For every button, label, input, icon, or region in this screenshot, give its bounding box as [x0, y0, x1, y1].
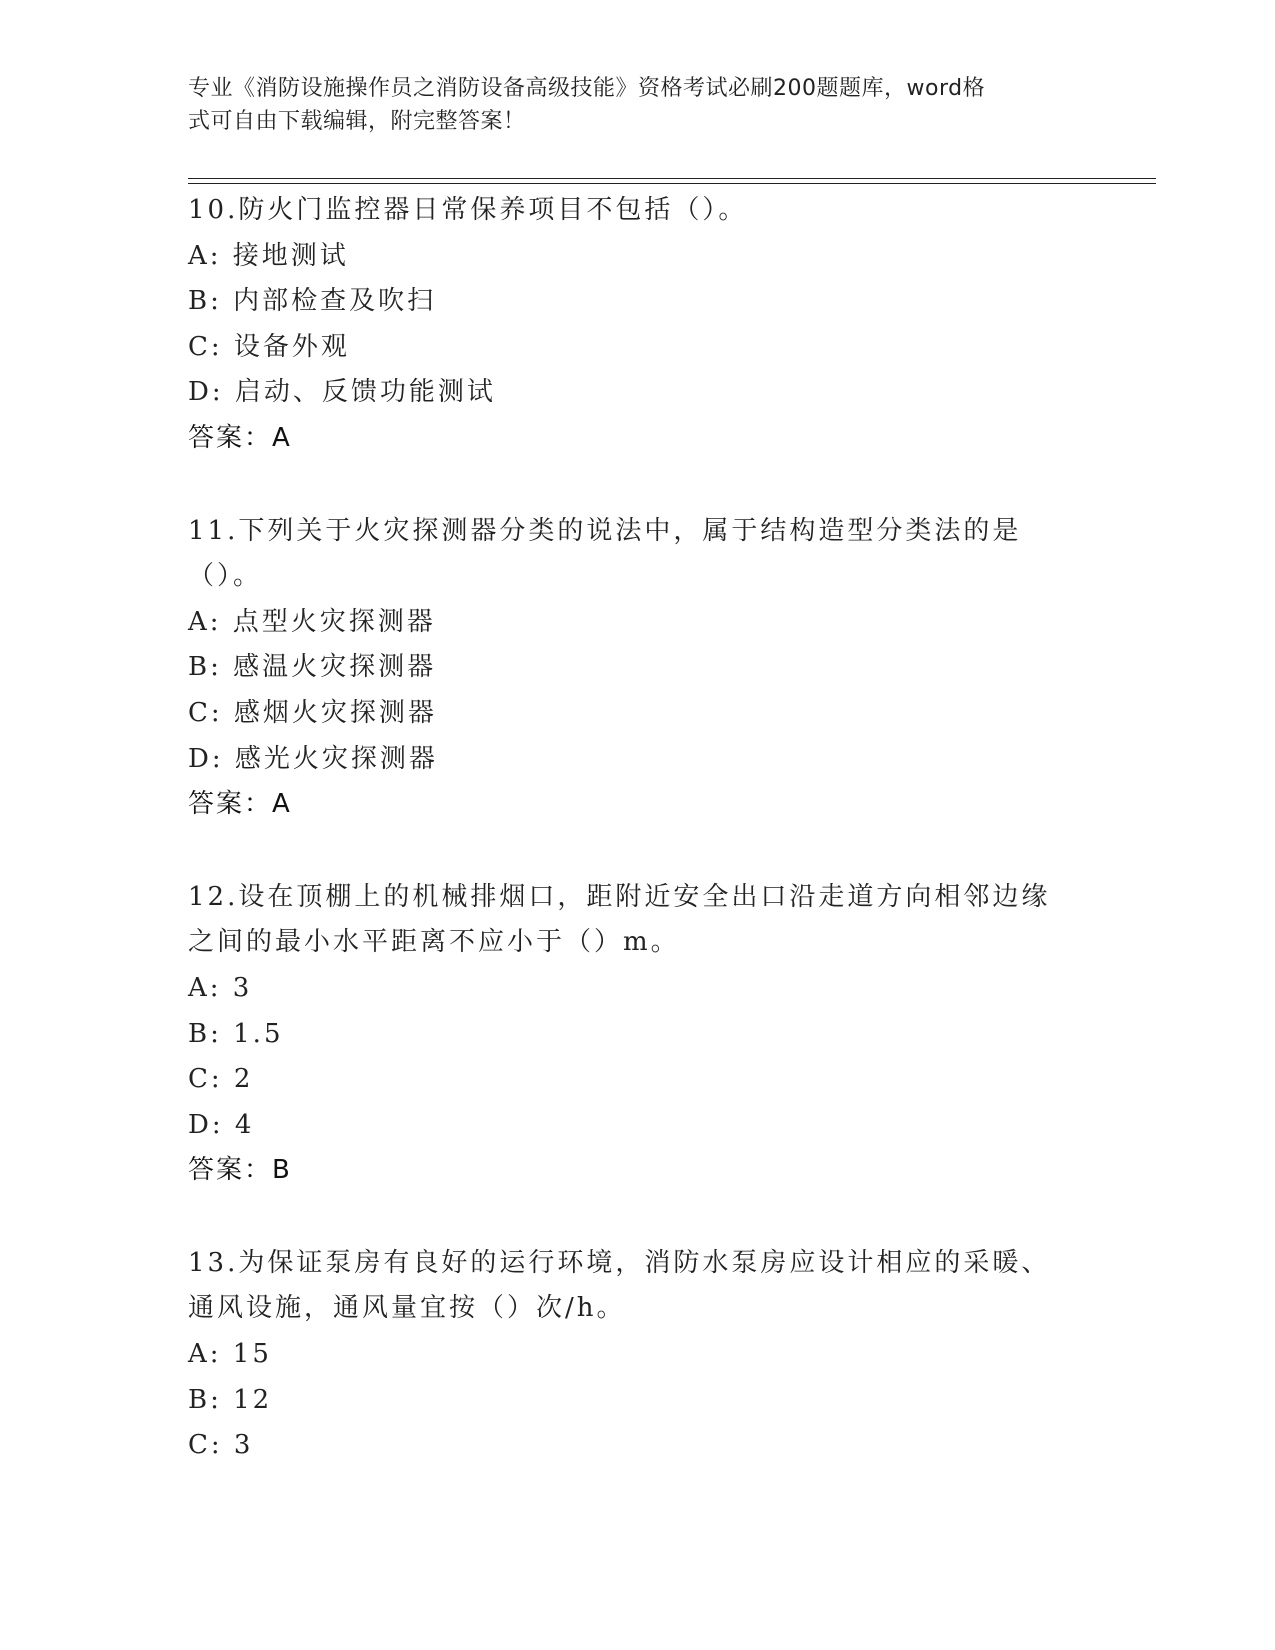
option-a: A: 15	[188, 1339, 272, 1370]
question-text: 13.为保证泵房有良好的运行环境，消防水泵房应设计相应的采暖、通风设施，通风量宜按（）次/h。	[188, 1247, 1051, 1324]
question-11	[188, 509, 1088, 828]
question-text: 12.设在顶棚上的机械排烟口，距附近安全出口沿走道方向相邻边缘之间的最小水平距离不应小于（）m。	[188, 881, 1051, 958]
option-c: C: 3	[188, 1430, 254, 1461]
option-a: A: 3	[188, 972, 253, 1003]
document-header	[188, 72, 1068, 138]
option-d: D: 感光火灾探测器	[188, 743, 438, 774]
option-b: B: 1.5	[188, 1018, 284, 1049]
option-c: C: 2	[188, 1064, 254, 1095]
option-d: D: 启动、反馈功能测试	[188, 377, 496, 408]
question-text: 11.下列关于火灾探测器分类的说法中，属于结构造型分类法的是（）。	[188, 515, 1022, 592]
option-c: C: 感烟火灾探测器	[188, 697, 437, 728]
answer: 答案：A	[188, 422, 292, 453]
header-line-2: 式可自由下载编辑，附完整答案！	[188, 109, 526, 134]
option-a: A: 点型火灾探测器	[188, 606, 436, 637]
header-divider-bottom	[188, 183, 1156, 184]
question-13	[188, 1241, 1088, 1469]
question-12	[188, 875, 1088, 1194]
option-b: B: 内部检查及吹扫	[188, 286, 437, 317]
option-a: A: 接地测试	[188, 240, 349, 271]
option-b: B: 感温火灾探测器	[188, 652, 437, 683]
answer: 答案：A	[188, 789, 292, 820]
header-divider-top	[188, 178, 1156, 179]
answer: 答案：B	[188, 1155, 292, 1186]
question-text: 10.防火门监控器日常保养项目不包括（）。	[188, 195, 748, 225]
question-10	[188, 188, 1088, 462]
option-c: C: 设备外观	[188, 331, 350, 362]
question-list	[188, 188, 1088, 1516]
option-b: B: 12	[188, 1384, 273, 1415]
option-d: D: 4	[188, 1109, 255, 1140]
header-line-1: 专业《消防设施操作员之消防设备高级技能》资格考试必刷200题题库，word格	[188, 76, 986, 101]
